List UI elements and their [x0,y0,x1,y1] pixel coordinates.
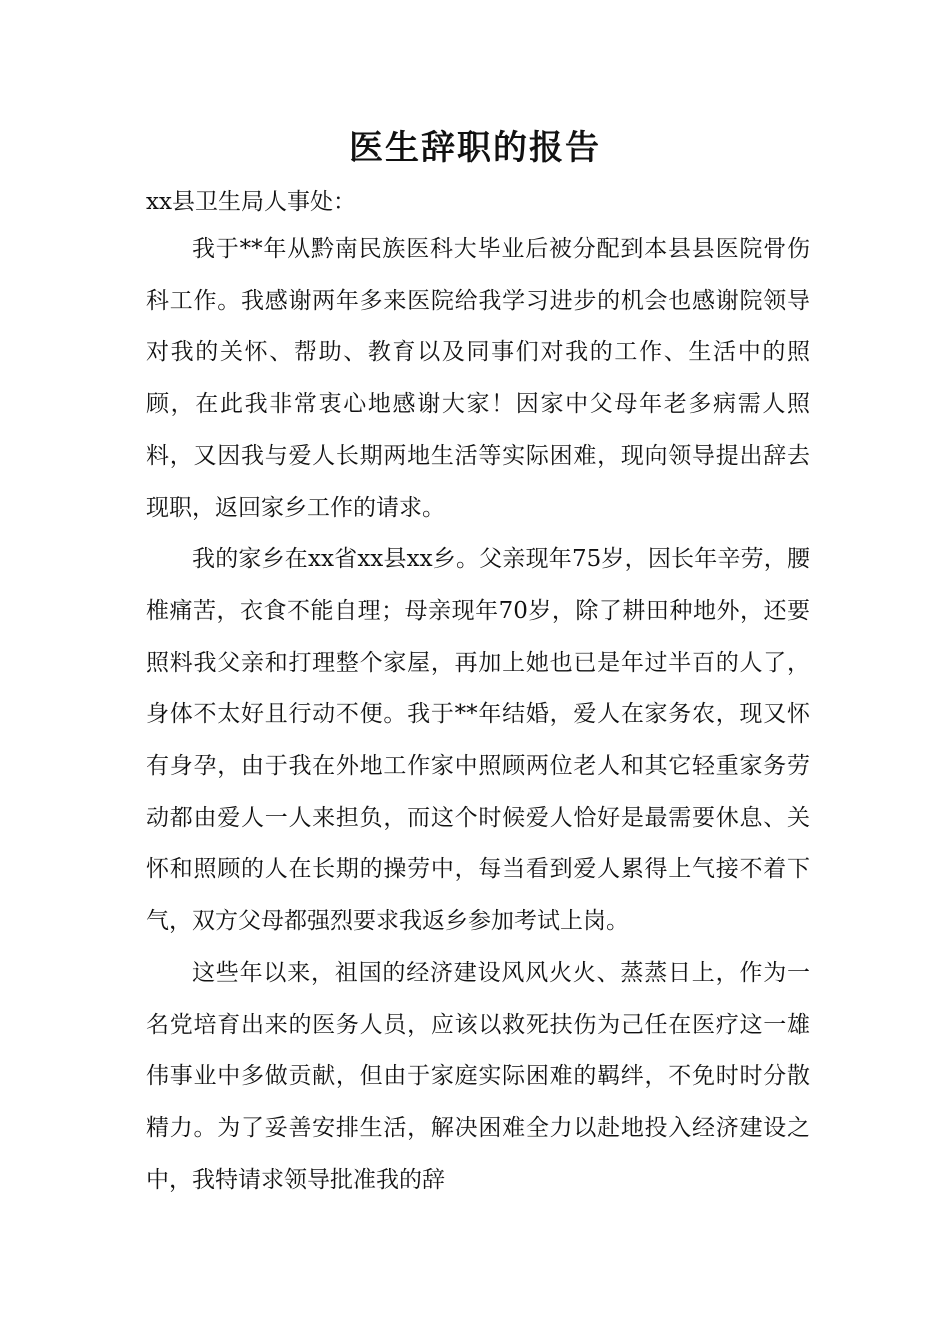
document-body [146,224,810,1206]
paragraph-2: 我的家乡在xx省xx县xx乡。父亲现年75岁，因长年辛劳，腰椎痛苦，衣食不能自理；母亲现年70岁，除了耕田种地外，还要照料我父亲和打理整个家屋，再加上她也已是年过半百的人了，身体不太好且行动不便。我于**年结婚，爱人在家务农，现又怀有身孕，由于我在外地工作家中照顾两位老人和其它轻重家务劳动都由爱人一人来担负，而这个时候爱人恰好是最需要休息、关怀和照顾的人在长期的操劳中，每当看到爱人累得上气接不着下气，双方父母都强烈要求我返乡参加考试上岗。 [146,546,810,935]
paragraph-1: 我于**年从黔南民族医科大毕业后被分配到本县县医院骨伤科工作。我感谢两年多来医院给我学习进步的机会也感谢院领导对我的关怀、帮助、教育以及同事们对我的工作、生活中的照顾，在此我非常衷心地感谢大家！因家中父母年老多病需人照料，又因我与爱人长期两地生活等实际困难，现向领导提出辞去现职，返回家乡工作的请求。 [146,236,810,521]
document-title: 医生辞职的报告 [349,128,601,168]
paragraph-3: 这些年以来，祖国的经济建设风风火火、蒸蒸日上，作为一名党培育出来的医务人员，应该以救死扶伤为己任在医疗这一雄伟事业中多做贡献，但由于家庭实际困难的羁绊，不免时时分散精力。为了妥善安排生活，解决困难全力以赴地投入经济建设之中，我特请求领导批准我的辞 [146,959,810,1193]
salutation: xx县卫生局人事处： [146,189,356,215]
